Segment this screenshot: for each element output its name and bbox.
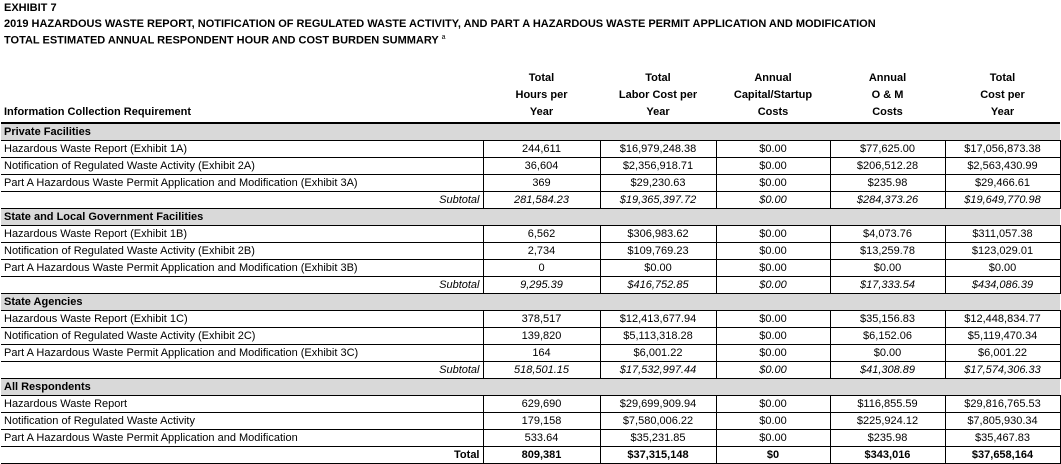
header-row	[1, 70, 1060, 123]
row-label: Hazardous Waste Report (Exhibit 1C)	[1, 311, 483, 328]
report-title-line2	[4, 34, 445, 47]
table-row	[1, 175, 1060, 192]
cell-hours: 2,734	[483, 243, 600, 260]
cell-total: $5,119,470.34	[945, 328, 1060, 345]
col-header-om-costs	[830, 70, 945, 123]
cell-total: $2,563,430.99	[945, 158, 1060, 175]
cell-hours: 6,562	[483, 226, 600, 243]
table-row	[1, 243, 1060, 260]
cell-capital: $0.00	[716, 226, 830, 243]
col-header-line: Annual	[868, 72, 907, 84]
row-label: Subtotal	[1, 192, 483, 209]
cell-total: $311,057.38	[945, 226, 1060, 243]
cell-capital: $0.00	[716, 328, 830, 345]
cell-labor: $5,113,318.28	[600, 328, 716, 345]
cell-om: $0.00	[830, 260, 945, 277]
cell-labor: $12,413,677.94	[600, 311, 716, 328]
table-body	[1, 123, 1060, 464]
cell-om: $77,625.00	[830, 141, 945, 158]
cell-om: $41,308.89	[830, 362, 945, 379]
cell-total: $17,574,306.33	[945, 362, 1060, 379]
cell-capital: $0.00	[716, 362, 830, 379]
report-title-line2-text: TOTAL ESTIMATED ANNUAL RESPONDENT HOUR AND COST BURDEN SUMMARY	[4, 34, 439, 47]
col-header-hours	[483, 70, 600, 123]
subtotal-row	[1, 277, 1060, 294]
table-row	[1, 430, 1060, 447]
col-header-line: Hours per	[515, 89, 568, 101]
section-title: State Agencies	[1, 294, 1060, 311]
section-header-row	[1, 294, 1060, 311]
table-row	[1, 328, 1060, 345]
cell-total: $0.00	[945, 260, 1060, 277]
cell-hours: 164	[483, 345, 600, 362]
cell-capital: $0.00	[716, 345, 830, 362]
col-header-line: Year	[529, 106, 554, 118]
col-header-total-cost	[945, 70, 1060, 123]
cell-hours: 281,584.23	[483, 192, 600, 209]
burden-summary-table	[1, 70, 1061, 464]
cell-capital: $0.00	[716, 413, 830, 430]
cell-labor: $109,769.23	[600, 243, 716, 260]
row-label: Hazardous Waste Report (Exhibit 1B)	[1, 226, 483, 243]
row-label: Part A Hazardous Waste Permit Application and Modification (Exhibit 3B)	[1, 260, 483, 277]
col-header-labor-cost	[600, 70, 716, 123]
cell-om: $35,156.83	[830, 311, 945, 328]
cell-total: $29,816,765.53	[945, 396, 1060, 413]
cell-hours: 36,604	[483, 158, 600, 175]
cell-om: $235.98	[830, 430, 945, 447]
row-label: Subtotal	[1, 277, 483, 294]
cell-total: $29,466.61	[945, 175, 1060, 192]
cell-labor: $7,580,006.22	[600, 413, 716, 430]
row-label: Part A Hazardous Waste Permit Application and Modification (Exhibit 3A)	[1, 175, 483, 192]
table-row	[1, 141, 1060, 158]
table-row	[1, 413, 1060, 430]
col-header-line: Total	[645, 72, 671, 84]
subtotal-row	[1, 362, 1060, 379]
cell-labor: $37,315,148	[600, 447, 716, 464]
cell-capital: $0.00	[716, 277, 830, 294]
cell-labor: $17,532,997.44	[600, 362, 716, 379]
cell-capital: $0.00	[716, 158, 830, 175]
table-row	[1, 158, 1060, 175]
row-label: Part A Hazardous Waste Permit Application and Modification (Exhibit 3C)	[1, 345, 483, 362]
table-row	[1, 345, 1060, 362]
cell-hours: 244,611	[483, 141, 600, 158]
cell-hours: 0	[483, 260, 600, 277]
table-row	[1, 396, 1060, 413]
cell-capital: $0.00	[716, 243, 830, 260]
cell-labor: $35,231.85	[600, 430, 716, 447]
col-header-line: Year	[646, 106, 670, 118]
cell-labor: $6,001.22	[600, 345, 716, 362]
col-header-line: Labor Cost per	[618, 89, 698, 101]
cell-total: $434,086.39	[945, 277, 1060, 294]
col-header-requirement	[1, 70, 483, 123]
cell-om: $17,333.54	[830, 277, 945, 294]
section-header-row	[1, 379, 1060, 396]
cell-om: $284,373.26	[830, 192, 945, 209]
cell-capital: $0.00	[716, 396, 830, 413]
col-header-line: Costs	[757, 106, 789, 118]
col-header-line: O & M	[871, 89, 904, 101]
cell-om: $116,855.59	[830, 396, 945, 413]
cell-capital: $0.00	[716, 260, 830, 277]
row-label: Total	[1, 447, 483, 464]
col-header-line: Total	[528, 72, 555, 84]
col-header-line: Cost per	[980, 89, 1025, 101]
cell-hours: 369	[483, 175, 600, 192]
cell-hours: 9,295.39	[483, 277, 600, 294]
table-row	[1, 226, 1060, 243]
row-label: Part A Hazardous Waste Permit Application and Modification	[1, 430, 483, 447]
cell-hours: 518,501.15	[483, 362, 600, 379]
cell-capital: $0	[716, 447, 830, 464]
table-header	[1, 70, 1060, 123]
section-title: All Respondents	[1, 379, 1060, 396]
col-header-line: Year	[990, 106, 1015, 118]
cell-total: $12,448,834.77	[945, 311, 1060, 328]
row-label: Notification of Regulated Waste Activity (Exhibit 2A)	[1, 158, 483, 175]
col-header-capital-costs	[716, 70, 830, 123]
table-row	[1, 311, 1060, 328]
cell-capital: $0.00	[716, 430, 830, 447]
cell-om: $225,924.12	[830, 413, 945, 430]
cell-total: $7,805,930.34	[945, 413, 1060, 430]
cell-labor: $416,752.85	[600, 277, 716, 294]
cell-labor: $19,365,397.72	[600, 192, 716, 209]
report-title-line1: 2019 HAZARDOUS WASTE REPORT, NOTIFICATION OF REGULATED WASTE ACTIVITY, AND PART A HAZARDOUS WASTE PERMIT APPLICATION AND MODIFICATION	[4, 18, 876, 30]
cell-total: $123,029.01	[945, 243, 1060, 260]
cell-capital: $0.00	[716, 192, 830, 209]
row-label: Subtotal	[1, 362, 483, 379]
cell-hours: 179,158	[483, 413, 600, 430]
cell-capital: $0.00	[716, 175, 830, 192]
row-label: Hazardous Waste Report	[1, 396, 483, 413]
cell-labor: $2,356,918.71	[600, 158, 716, 175]
cell-labor: $16,979,248.38	[600, 141, 716, 158]
col-header-line: Capital/Startup	[733, 89, 813, 101]
grand-total-row	[1, 447, 1060, 464]
cell-om: $206,512.28	[830, 158, 945, 175]
subtotal-row	[1, 192, 1060, 209]
section-header-row	[1, 209, 1060, 226]
cell-total: $6,001.22	[945, 345, 1060, 362]
col-header-line: Information Collection Requirement	[4, 106, 192, 118]
section-title: Private Facilities	[1, 123, 1060, 141]
cell-total: $19,649,770.98	[945, 192, 1060, 209]
row-label: Hazardous Waste Report (Exhibit 1A)	[1, 141, 483, 158]
cell-hours: 533.64	[483, 430, 600, 447]
row-label: Notification of Regulated Waste Activity (Exhibit 2B)	[1, 243, 483, 260]
cell-hours: 378,517	[483, 311, 600, 328]
cell-capital: $0.00	[716, 311, 830, 328]
cell-om: $235.98	[830, 175, 945, 192]
cell-hours: 809,381	[483, 447, 600, 464]
cell-labor: $29,230.63	[600, 175, 716, 192]
cell-capital: $0.00	[716, 141, 830, 158]
table-row	[1, 260, 1060, 277]
section-title: State and Local Government Facilities	[1, 209, 1060, 226]
col-header-line: Annual	[754, 72, 792, 84]
col-header-line: Total	[989, 72, 1016, 84]
exhibit-label: EXHIBIT 7	[4, 2, 57, 14]
cell-om: $4,073.76	[830, 226, 945, 243]
cell-om: $6,152.06	[830, 328, 945, 345]
cell-labor: $29,699,909.94	[600, 396, 716, 413]
cell-hours: 139,820	[483, 328, 600, 345]
cell-total: $37,658,164	[945, 447, 1060, 464]
cell-om: $0.00	[830, 345, 945, 362]
row-label: Notification of Regulated Waste Activity	[1, 413, 483, 430]
cell-total: $35,467.83	[945, 430, 1060, 447]
row-label: Notification of Regulated Waste Activity (Exhibit 2C)	[1, 328, 483, 345]
footnote-marker: a	[441, 34, 446, 41]
section-header-row	[1, 123, 1060, 141]
cell-labor: $0.00	[600, 260, 716, 277]
cell-om: $13,259.78	[830, 243, 945, 260]
cell-total: $17,056,873.38	[945, 141, 1060, 158]
cell-labor: $306,983.62	[600, 226, 716, 243]
cell-om: $343,016	[830, 447, 945, 464]
col-header-line: Costs	[872, 106, 903, 118]
cell-hours: 629,690	[483, 396, 600, 413]
